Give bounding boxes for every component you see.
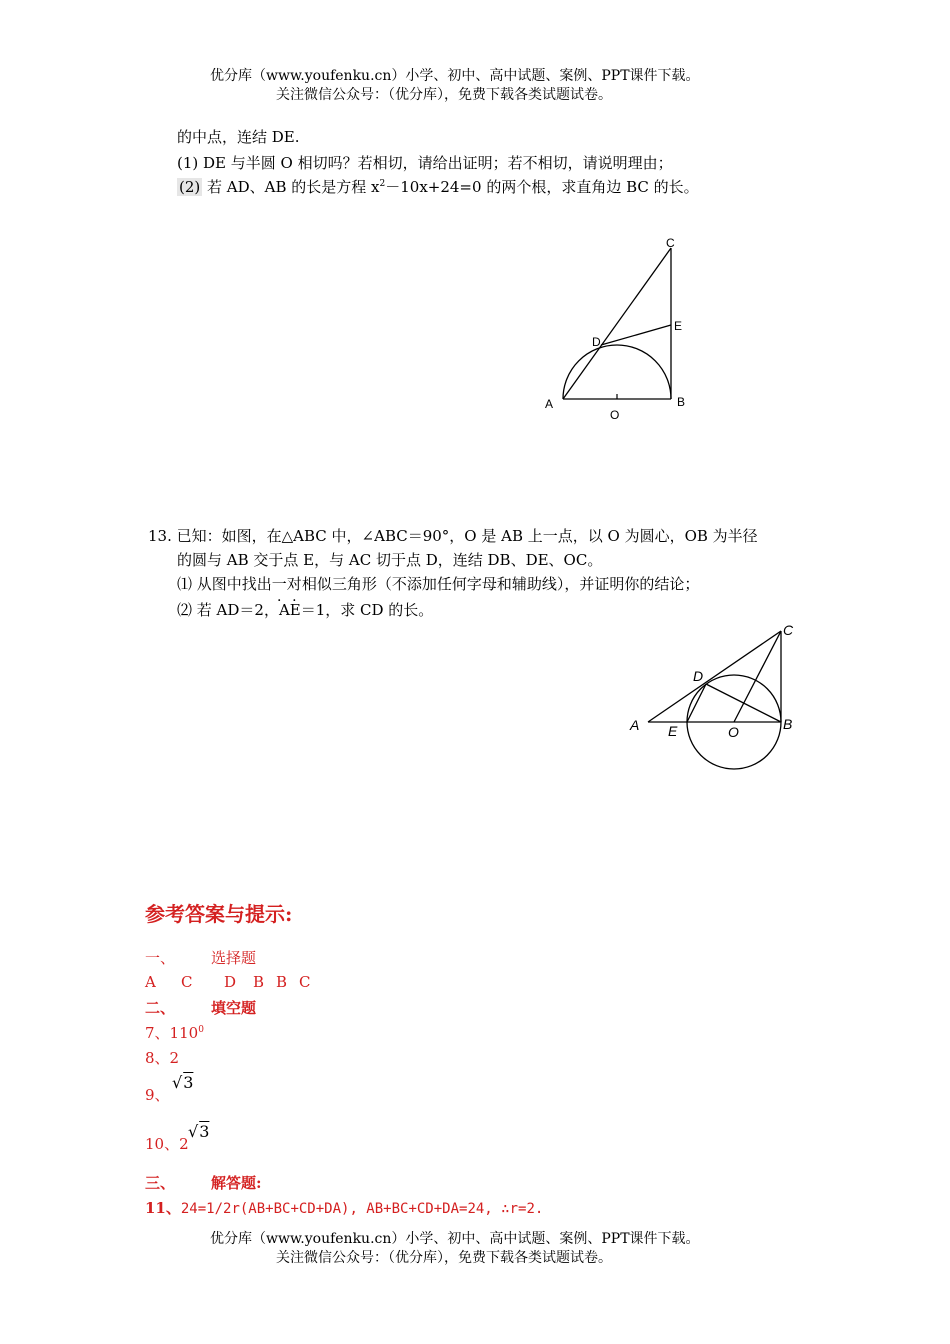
q12-label-e: E [674, 319, 683, 333]
q12-label-c: C [666, 236, 675, 250]
answers-section1-title: 选择题 [211, 949, 257, 967]
choice-answer: B [253, 973, 265, 991]
answers-section2-title: 填空题 [211, 999, 257, 1017]
answer-7-text: 7、110 [145, 1024, 199, 1042]
q12-part2-text-b: －10x+24=0 的两个根，求直角边 BC 的长。 [385, 178, 699, 196]
page-footer-line2: 关注微信公众号：（优分库），免费下载各类试题试卷。 [276, 1250, 612, 1266]
q12-label-a: A [545, 397, 554, 411]
answers-section1-number: 一、 [145, 949, 176, 967]
answer-9-radical: √3 [172, 1073, 194, 1092]
q13-label-b: B [783, 716, 793, 732]
q13-line2: 的圆与 AB 交于点 E，与 AC 切于点 D，连结 DB、DE、OC。 [177, 551, 603, 569]
answers-section3-number: 三、 [145, 1174, 176, 1192]
q13-part1 [177, 572, 699, 596]
answer-11-number: 11、 [145, 1199, 181, 1217]
q12-continuation: 的中点，连结 DE. [177, 128, 300, 146]
q13-label-c: C [783, 622, 794, 638]
q13-line-oc [734, 631, 781, 722]
answer-7 [145, 1021, 204, 1045]
answer-10-radical: √3 [188, 1122, 210, 1141]
q12-part2 [177, 175, 699, 199]
answer-7-sup: 0 [198, 1025, 204, 1035]
answer-10-radicand: 3 [199, 1122, 210, 1141]
q12-label-d: D [592, 335, 601, 349]
q12-part1: (1) DE 与半圆 O 相切吗？若相切，请给出证明；若不相切，请说明理由； [177, 154, 673, 172]
q12-part2-label: (2) [179, 178, 201, 196]
q13-label-e: E [668, 723, 678, 739]
q12-part2-sup: 2 [379, 179, 386, 189]
q13-line-ac [648, 631, 781, 722]
q12-figure [535, 230, 695, 430]
q13-label-a: A [630, 717, 640, 733]
choice-answer: B [276, 973, 288, 991]
q12-line-ac [563, 248, 671, 399]
answers-section3-title: 解答题: [211, 1174, 262, 1192]
answer-8: 8、2 [145, 1049, 180, 1067]
choice-answer: A [145, 973, 156, 991]
choice-answer: C [181, 973, 193, 991]
answers-title: 参考答案与提示: [145, 902, 293, 926]
answer-11-text: 24=1/2r(AB+BC+CD+DA), AB+BC+CD+DA=24, ∴r=2. [180, 1201, 544, 1217]
q13-part1-prefix: ⑴ 从图中找出 [177, 575, 272, 593]
q12-label-b: B [677, 395, 686, 409]
q12-label-o: O [610, 408, 620, 422]
answer-10-label: 10、2 [145, 1135, 189, 1153]
q13-part1-emph1: 一 [271, 575, 287, 593]
page-footer-line1: 优分库（www.youfenku.cn）小学、初中、高中试题、案例、PPT课件下载。 [210, 1231, 700, 1247]
q13-line1: 13. 已知：如图，在△ABC 中，∠ABC＝90°，O 是 AB 上一点，以 O 为圆心，OB 为半径 [148, 527, 758, 545]
choice-answer: D [224, 973, 237, 991]
q13-part1-emph2: 对 [286, 575, 302, 593]
answer-9-radicand: 3 [183, 1073, 194, 1092]
page-header-line2: 关注微信公众号：（优分库），免费下载各类试题试卷。 [276, 87, 612, 103]
q12-semicircle [563, 345, 671, 399]
q13-label-o: O [728, 724, 739, 740]
answer-9-label: 9、 [145, 1086, 170, 1104]
q13-label-d: D [693, 668, 704, 684]
answers-section2-number: 二、 [145, 999, 176, 1017]
q13-part1-suffix: 相似三角形（不添加任何字母和辅助线），并证明你的结论； [301, 575, 700, 593]
page-header-line1: 优分库（www.youfenku.cn）小学、初中、高中试题、案例、PPT课件下载。 [210, 68, 700, 84]
q12-line-de [601, 325, 671, 345]
q13-part2: ⑵ 若 AD＝2，AE＝1，求 CD 的长。 [177, 601, 434, 619]
q12-part2-text-a: 若 AD、AB 的长是方程 x [202, 178, 380, 196]
q13-figure [620, 615, 810, 780]
answer-11 [145, 1196, 543, 1221]
choice-answer: C [299, 973, 311, 991]
q13-line-de [687, 684, 706, 722]
answers-choices [145, 970, 310, 994]
